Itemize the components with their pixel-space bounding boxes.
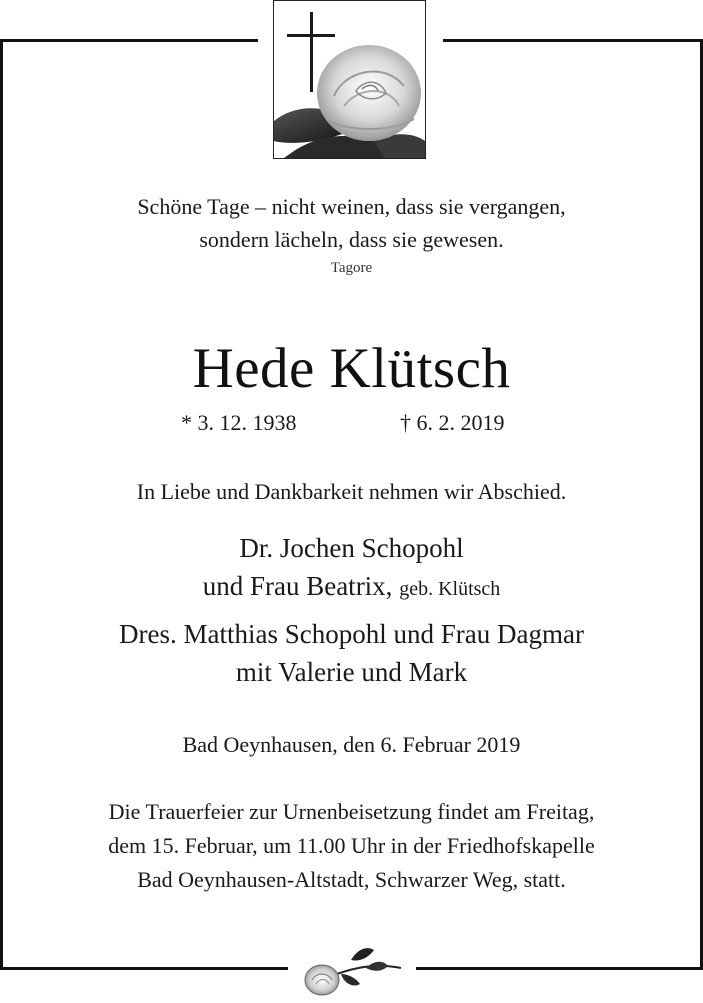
- service-info: [0, 795, 703, 897]
- frame-bottom-right-line: [416, 967, 703, 970]
- mourner-line-2: [0, 567, 703, 608]
- service-line-1: Die Trauerfeier zur Urnenbeisetzung findet am Freitag,: [108, 799, 595, 824]
- mourners-group-2: [0, 615, 703, 691]
- frame-bottom-left-line: [0, 967, 288, 970]
- mourner-line-2-main: und Frau Beatrix,: [202, 571, 393, 601]
- deceased-name: Hede Klütsch: [192, 337, 511, 400]
- quote-line-2: sondern lächeln, dass sie gewesen.: [199, 227, 504, 252]
- place-date: Bad Oeynhausen, den 6. Februar 2019: [182, 732, 521, 757]
- cross-rose-icon: [273, 0, 426, 159]
- memorial-quote: [0, 190, 703, 256]
- birth-date: * 3. 12. 1938: [181, 410, 297, 435]
- mourner-line-3: Dres. Matthias Schopohl und Frau Dagmar: [119, 619, 584, 649]
- quote-author: Tagore: [330, 260, 373, 276]
- frame-top-right-line: [443, 39, 703, 42]
- mourner-line-1: Dr. Jochen Schopohl: [239, 533, 464, 563]
- mourners-group-1: [0, 529, 703, 608]
- service-line-3: Bad Oeynhausen-Altstadt, Schwarzer Weg, statt.: [137, 867, 566, 892]
- death-date: † 6. 2. 2019: [400, 410, 505, 435]
- frame-top-left-line: [0, 39, 258, 42]
- rose-icon: [296, 940, 406, 998]
- farewell-text: In Liebe und Dankbarkeit nehmen wir Abschied.: [136, 479, 567, 504]
- mourner-line-4: mit Valerie und Mark: [235, 657, 468, 687]
- service-line-2: dem 15. Februar, um 11.00 Uhr in der Friedhofskapelle: [108, 833, 595, 858]
- mourner-maiden-name: geb. Klütsch: [399, 578, 501, 600]
- quote-line-1: Schöne Tage – nicht weinen, dass sie vergangen,: [137, 194, 566, 219]
